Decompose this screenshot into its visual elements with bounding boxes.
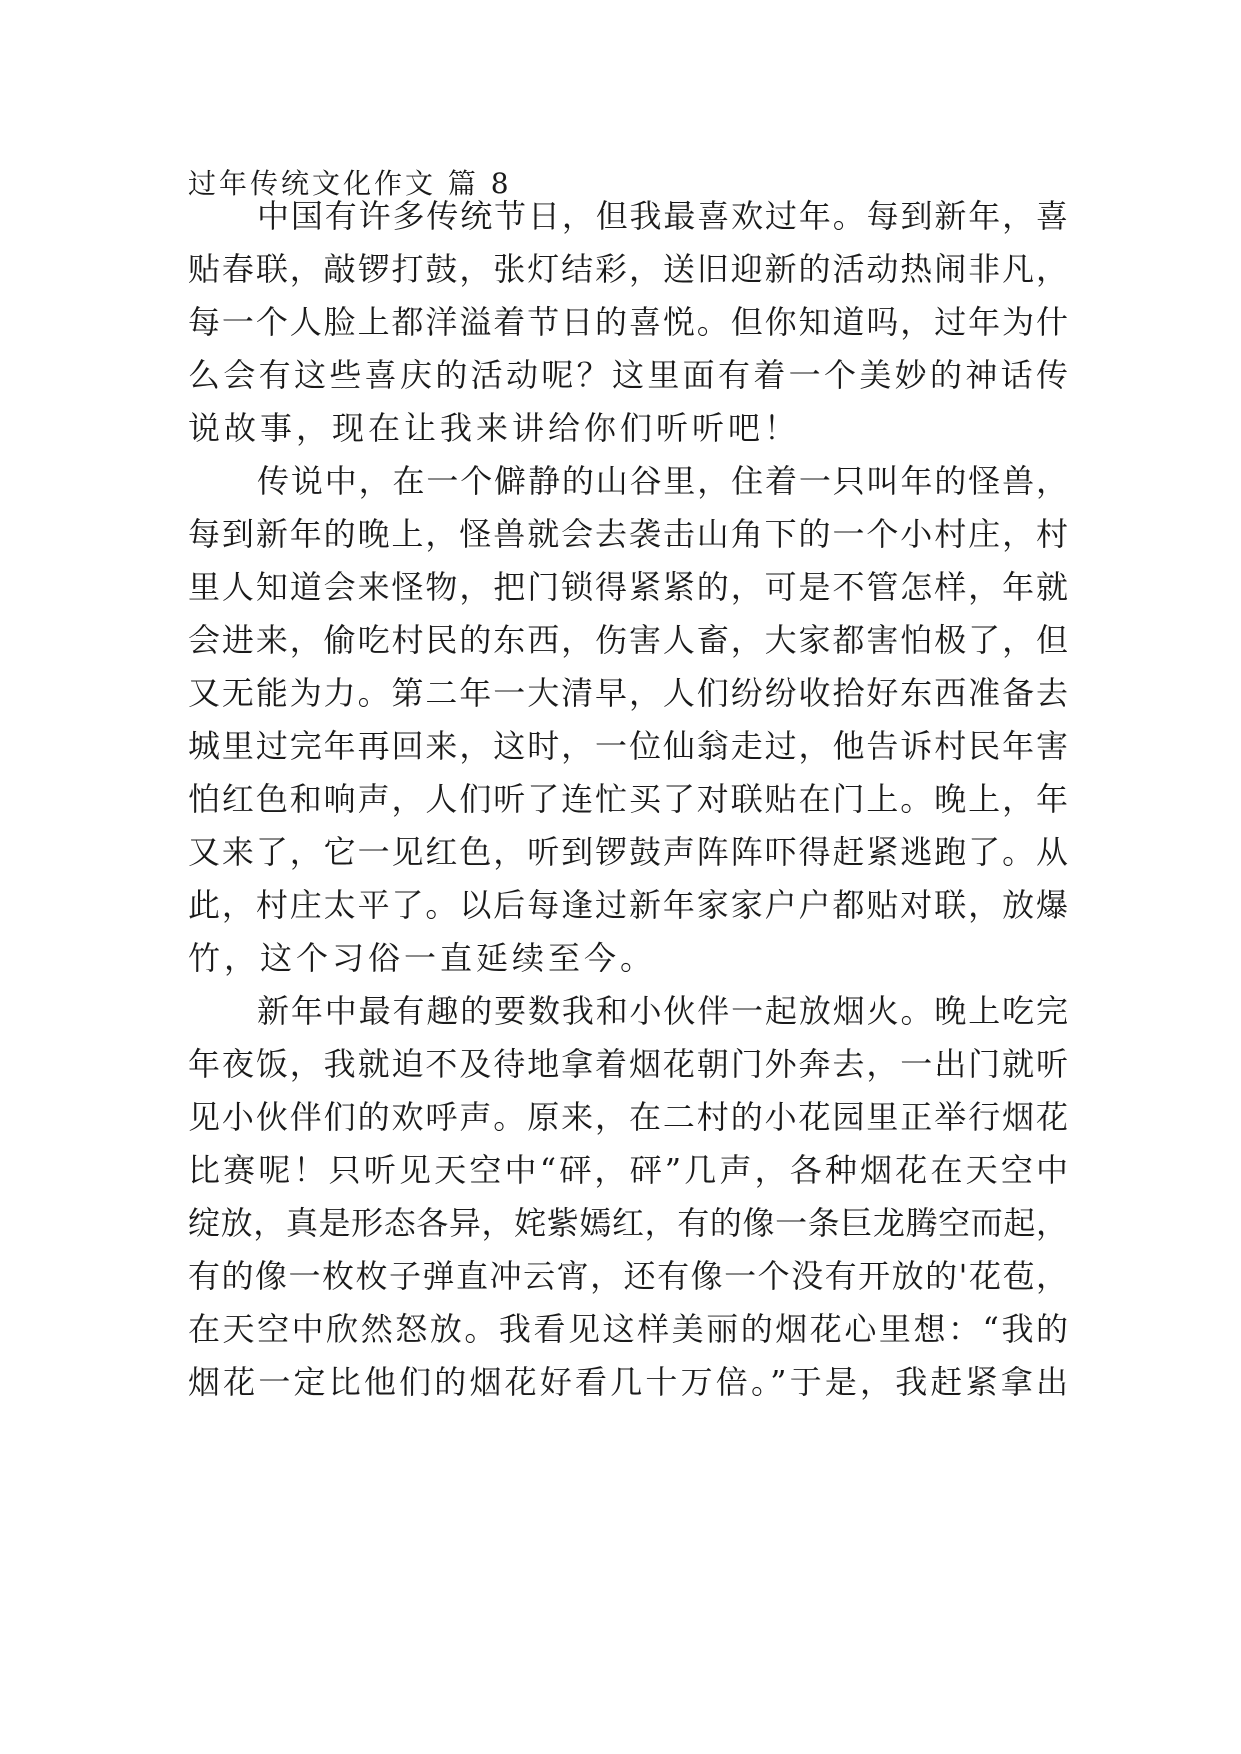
paragraph-2-line-2: 每到新年的晚上，怪兽就会去袭击山角下的一个小村庄，村 [188,515,1068,553]
paragraph-2-line-3: 里人知道会来怪物，把门锁得紧紧的，可是不管怎样，年就 [188,568,1068,606]
document-title: 过年传统文化作文 篇 8 [188,167,512,200]
paragraph-1-line-1: 中国有许多传统节日，但我最喜欢过年。每到新年，喜 [257,197,1068,235]
paragraph-1-line-3: 每一个人脸上都洋溢着节日的喜悦。但你知道吗，过年为什 [188,303,1068,341]
paragraph-3-line-1: 新年中最有趣的要数我和小伙伴一起放烟火。晚上吃完 [257,992,1068,1030]
paragraph-1-line-2: 贴春联，敲锣打鼓，张灯结彩，送旧迎新的活动热闹非凡， [188,250,1068,288]
paragraph-3-line-5: 绽放，真是形态各异，姹紫嫣红，有的像一条巨龙腾空而起， [188,1204,1068,1242]
paragraph-3-line-7: 在天空中欣然怒放。我看见这样美丽的烟花心里想：“我的 [188,1310,1068,1348]
paragraph-2-line-9: 此，村庄太平了。以后每逢过新年家家户户都贴对联，放爆 [188,886,1068,924]
paragraph-3-line-4: 比赛呢！只听见天空中“砰，砰”几声，各种烟花在天空中 [188,1151,1068,1189]
paragraph-2-line-1: 传说中，在一个僻静的山谷里，住着一只叫年的怪兽， [257,462,1068,500]
paragraph-2-line-6: 城里过完年再回来，这时，一位仙翁走过，他告诉村民年害 [188,727,1068,765]
paragraph-1-line-4: 么会有这些喜庆的活动呢？这里面有着一个美妙的神话传 [188,356,1068,394]
paragraph-3-line-3: 见小伙伴们的欢呼声。原来，在二村的小花园里正举行烟花 [188,1098,1068,1136]
paragraph-1-line-5: 说故事，现在让我来讲给你们听听吧！ [188,409,801,447]
paragraph-3-line-6: 有的像一枚枚子弹直冲云宵，还有像一个没有开放的'花苞， [188,1257,1068,1295]
paragraph-2-line-4: 会进来，偷吃村民的东西，伤害人畜，大家都害怕极了，但 [188,621,1068,659]
paragraph-2-line-10: 竹，这个习俗一直延续至今。 [188,939,657,977]
paragraph-3-line-8: 烟花一定比他们的烟花好看几十万倍。”于是，我赶紧拿出 [188,1363,1068,1401]
paragraph-2-line-5: 又无能为力。第二年一大清早，人们纷纷收拾好东西准备去 [188,674,1068,712]
paragraph-2-line-8: 又来了，它一见红色，听到锣鼓声阵阵吓得赶紧逃跑了。从 [188,833,1068,871]
paragraph-2-line-7: 怕红色和响声，人们听了连忙买了对联贴在门上。晚上，年 [188,780,1068,818]
paragraph-3-line-2: 年夜饭，我就迫不及待地拿着烟花朝门外奔去，一出门就听 [188,1045,1068,1083]
